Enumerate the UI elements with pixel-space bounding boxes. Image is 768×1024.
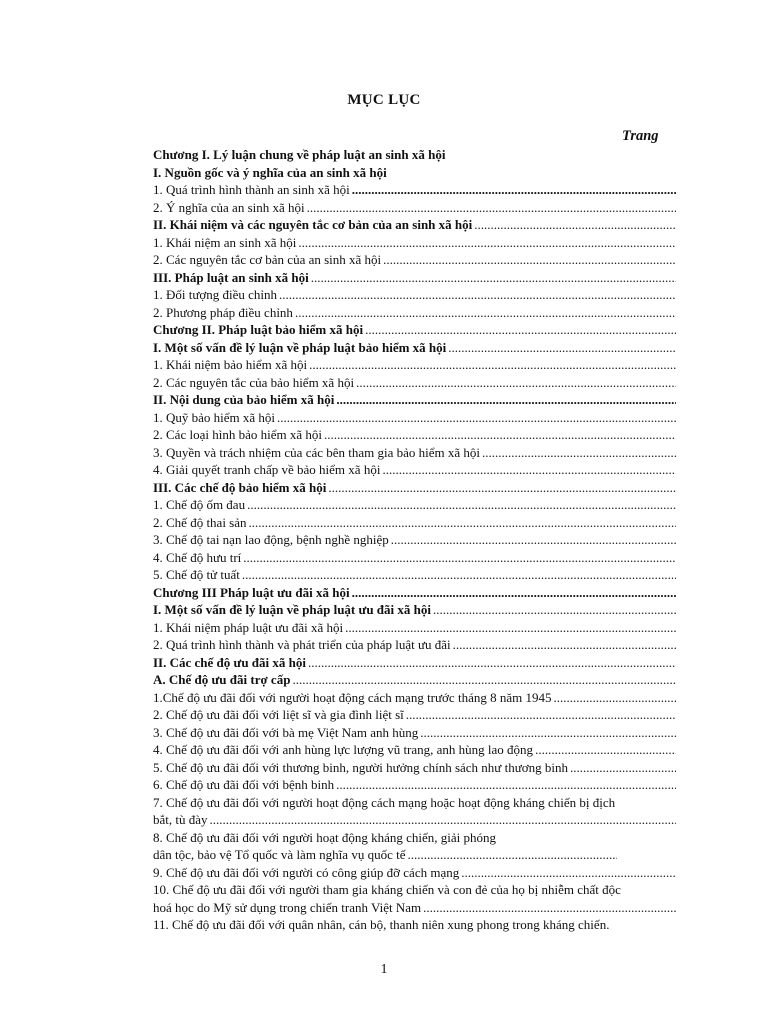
toc-leader-dots — [391, 531, 676, 549]
toc-entry-text: III. Pháp luật an sinh xã hội — [153, 269, 309, 285]
page-column-label: Trang — [622, 128, 659, 144]
toc-leader-dots — [210, 811, 676, 829]
toc-entry-text: 2. Các loại hình bảo hiểm xã hội — [153, 427, 322, 442]
toc-entry-text: 5. Chế độ ưu đãi đối với thương binh, người hưởng chính sách như thương binh — [153, 759, 568, 775]
toc-entry-text: 4. Chế độ ưu đãi đối với anh hùng lực lượng vũ trang, anh hùng lao động — [153, 742, 534, 757]
toc-entry — [153, 671, 676, 689]
toc-entry — [153, 146, 676, 164]
toc-entry-text: 10. Chế độ ưu đãi đối với người tham gia kháng chiến và con đẻ của họ bị nhiễm chất độc — [153, 882, 621, 897]
toc-entry-text: 2. Quá trình hình thành và phát triển của pháp luật ưu đãi — [153, 637, 451, 652]
toc-entry — [153, 549, 676, 567]
toc-entry-text: 2. Các nguyên tắc của bảo hiểm xã hội — [153, 374, 355, 390]
toc-entry-text: II. Khái niệm và các nguyên tắc cơ bản của an sinh xã hội — [153, 217, 473, 232]
toc-entry — [153, 356, 676, 374]
toc-entry-text: 1. Quá trình hình thành an sinh xã hội — [153, 182, 350, 197]
toc-entry — [153, 881, 676, 899]
toc-leader-dots — [352, 181, 676, 199]
toc-entry-text: dân tộc, bảo vệ Tổ quốc và làm nghĩa vụ quốc tế — [153, 847, 406, 862]
toc-leader-dots — [420, 724, 676, 742]
toc-entry — [153, 479, 676, 497]
toc-leader-dots — [277, 409, 676, 427]
toc-entry-text: II. Nội dung của bảo hiểm xã hội — [153, 392, 335, 407]
toc-entry — [153, 601, 676, 619]
toc-entry-text: 3. Chế độ ưu đãi đối với bà mẹ Việt Nam anh hùng — [153, 724, 419, 740]
toc-entry-text: II. Các chế độ ưu đãi xã hội — [153, 654, 306, 670]
toc-leader-dots — [307, 199, 676, 217]
toc-entry — [153, 811, 676, 829]
toc-leader-dots — [482, 444, 676, 462]
toc-entry — [153, 426, 676, 444]
toc-entry-text: 1.Chế độ ưu đãi đối với người hoạt động cách mạng trước tháng 8 năm 1945 — [153, 689, 552, 705]
toc-entry-text: 1. Khái niệm pháp luật ưu đãi xã hội — [153, 619, 344, 635]
toc-entry — [153, 374, 676, 392]
toc-leader-dots — [553, 689, 676, 707]
toc-entry — [153, 566, 676, 584]
toc-entry-text: bắt, tù đày — [153, 812, 208, 827]
toc-leader-dots — [383, 251, 676, 269]
toc-entry-text: 2. Phương pháp điều chỉnh — [153, 304, 293, 320]
toc-entry-text: 6. Chế độ ưu đãi đối với bệnh binh — [153, 777, 335, 792]
toc-entry-text: 3. Quyền và trách nhiệm của các bên tham gia bảo hiểm xã hội — [153, 444, 481, 460]
toc-entry-text: 11. Chế độ ưu đãi đối với quân nhân, cán bộ, thanh niên xung phong trong kháng chiến. — [153, 917, 610, 932]
toc-entry-text: 2. Chế độ ưu đãi đối với liệt sĩ và gia đình liệt sĩ — [153, 707, 404, 722]
toc-entry — [153, 181, 676, 199]
toc-leader-dots — [292, 671, 676, 689]
toc-entry — [153, 461, 676, 479]
toc-entry — [153, 864, 676, 882]
toc-leader-dots — [535, 741, 676, 759]
toc-entry-text: 4. Giải quyết tranh chấp về bảo hiểm xã hội — [153, 462, 381, 477]
toc-entry — [153, 269, 676, 287]
toc-leader-dots — [336, 776, 676, 794]
toc-entry-text: 5. Chế độ tử tuất — [153, 567, 240, 582]
toc-entry — [153, 689, 676, 707]
toc-entry — [153, 496, 676, 514]
toc-entry-text: 1. Chế độ ốm đau — [153, 497, 246, 512]
toc-entry — [153, 776, 676, 794]
toc-leader-dots — [242, 566, 676, 584]
toc-leader-dots — [365, 321, 676, 339]
toc-entry-text: 2. Chế độ thai sản — [153, 514, 247, 530]
toc-entry-text: III. Các chế độ bảo hiểm xã hội — [153, 479, 327, 495]
toc-leader-dots — [382, 461, 676, 479]
toc-leader-dots — [345, 619, 676, 637]
toc-entry — [153, 706, 676, 724]
toc-entry — [153, 286, 676, 304]
toc-entry-text: 2. Ý nghĩa của an sinh xã hội — [153, 199, 305, 215]
toc-entry — [153, 339, 676, 357]
toc-entry — [153, 636, 676, 654]
toc-entry-text: hoá học do Mỹ sử dụng trong chiến tranh Việt Nam — [153, 899, 422, 915]
toc-leader-dots — [448, 339, 676, 357]
toc-leader-dots — [356, 374, 676, 392]
toc-entry-text: 7. Chế độ ưu đãi đối với người hoạt động cách mạng hoặc hoạt động kháng chiến bị địch — [153, 794, 616, 810]
toc-entry-text: I. Nguồn gốc và ý nghĩa của an sinh xã hội — [153, 164, 387, 180]
toc-entry — [153, 234, 676, 252]
toc-leader-dots — [324, 426, 676, 444]
toc-entry-text: Chương I. Lý luận chung về pháp luật an sinh xã hội — [153, 147, 446, 162]
toc-leader-dots — [453, 636, 676, 654]
toc-entry — [153, 619, 676, 637]
toc-entry — [153, 654, 676, 672]
toc-entry-text: Chương III Pháp luật ưu đãi xã hội — [153, 584, 350, 600]
toc-entry — [153, 741, 676, 759]
toc-leader-dots — [352, 584, 676, 602]
toc-entry — [153, 391, 676, 409]
toc-entry-text: 9. Chế độ ưu đãi đối với người có công giúp đỡ cách mạng — [153, 864, 460, 880]
toc-entry-text: 2. Các nguyên tắc cơ bản của an sinh xã hội — [153, 252, 382, 267]
toc-entry-text: I. Một số vấn đề lý luận về pháp luật bảo hiểm xã hội — [153, 339, 447, 355]
toc-entry — [153, 724, 676, 742]
toc-entry — [153, 794, 676, 812]
toc-leader-dots — [406, 706, 676, 724]
toc-entry-text: 1. Khái niệm an sinh xã hội — [153, 234, 297, 250]
toc-entry — [153, 444, 676, 462]
toc-entry — [153, 514, 676, 532]
toc-leader-dots — [295, 304, 676, 322]
toc-entry — [153, 199, 676, 217]
table-of-contents — [153, 146, 676, 934]
toc-entry — [153, 304, 676, 322]
toc-entry-text: 1. Đối tượng điều chỉnh — [153, 287, 278, 302]
toc-entry — [153, 829, 676, 847]
toc-entry-text: 4. Chế độ hưu trí — [153, 549, 242, 565]
toc-leader-dots — [298, 234, 676, 252]
toc-entry — [153, 164, 676, 182]
toc-leader-dots — [570, 759, 676, 777]
toc-entry — [153, 321, 676, 339]
page-number: 1 — [380, 962, 388, 977]
toc-leader-dots — [474, 216, 676, 234]
toc-entry — [153, 409, 676, 427]
toc-entry — [153, 759, 676, 777]
toc-leader-dots — [249, 514, 676, 532]
toc-leader-dots — [328, 479, 676, 497]
toc-entry-text: 1. Quỹ bảo hiểm xã hội — [153, 409, 276, 425]
toc-entry-text: A. Chế độ ưu đãi trợ cấp — [153, 672, 291, 687]
toc-leader-dots — [407, 846, 617, 864]
toc-entry-text: Chương II. Pháp luật bảo hiểm xã hội — [153, 322, 364, 337]
toc-leader-dots — [243, 549, 676, 567]
toc-leader-dots — [311, 269, 676, 287]
toc-entry — [153, 584, 676, 602]
toc-entry-text: 1. Khái niệm bảo hiểm xã hội — [153, 357, 308, 372]
toc-entry — [153, 846, 676, 864]
toc-leader-dots — [308, 654, 676, 672]
toc-entry — [153, 899, 676, 917]
toc-leader-dots — [336, 391, 676, 409]
toc-entry-text: I. Một số vấn đề lý luận về pháp luật ưu đãi xã hội — [153, 602, 431, 617]
toc-leader-dots — [279, 286, 676, 304]
toc-leader-dots — [247, 496, 676, 514]
toc-entry — [153, 531, 676, 549]
toc-leader-dots — [461, 864, 676, 882]
toc-entry — [153, 916, 676, 934]
toc-entry-text: 3. Chế độ tai nạn lao động, bệnh nghề nghiệp — [153, 532, 389, 547]
toc-leader-dots — [433, 601, 676, 619]
toc-entry-text: 8. Chế độ ưu đãi đối với người hoạt động kháng chiến, giải phóng — [153, 829, 497, 845]
page-title: MỤC LỤC — [347, 92, 421, 108]
toc-entry — [153, 216, 676, 234]
toc-entry — [153, 251, 676, 269]
toc-leader-dots — [309, 356, 676, 374]
toc-leader-dots — [423, 899, 676, 917]
